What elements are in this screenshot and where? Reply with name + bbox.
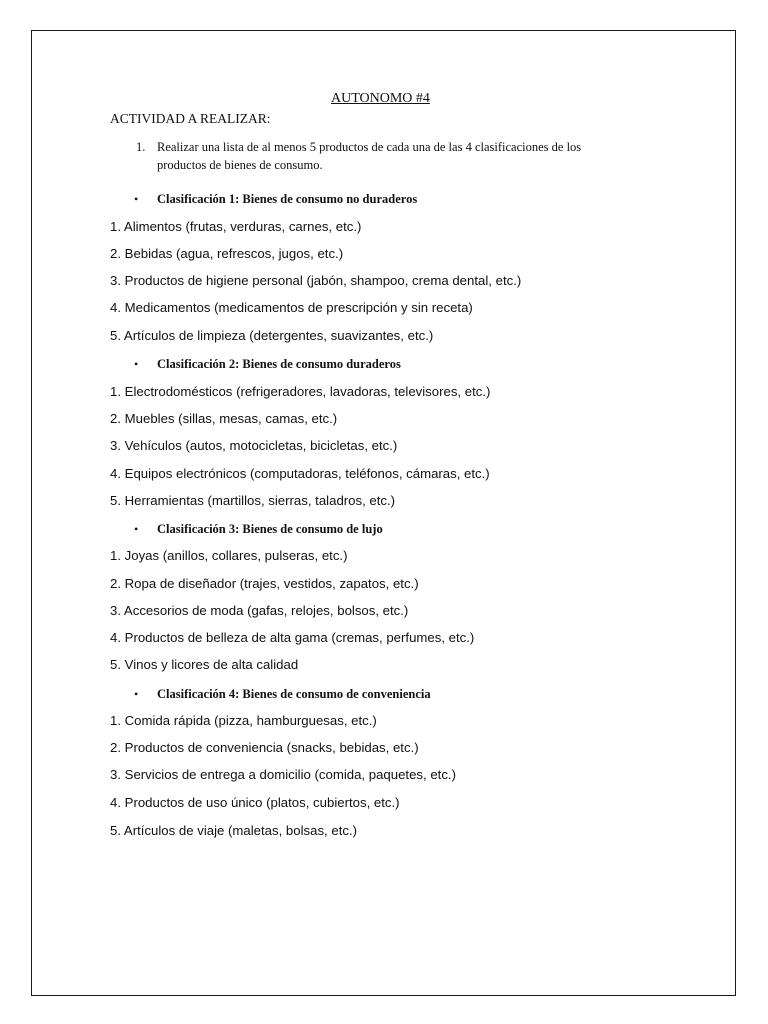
page-border — [31, 30, 736, 996]
document-title: AUTONOMO #4 — [331, 91, 430, 106]
list-item: 4. Productos de belleza de alta gama (cremas, perfumes, etc.) — [110, 630, 475, 645]
list-item: 3. Productos de higiene personal (jabón, shampoo, crema dental, etc.) — [110, 273, 522, 288]
list-item: 2. Productos de conveniencia (snacks, bebidas, etc.) — [110, 740, 419, 755]
list-item: 4. Productos de uso único (platos, cubiertos, etc.) — [110, 795, 400, 810]
instruction-line-2: productos de bienes de consumo. — [157, 158, 323, 172]
list-item: 4. Equipos electrónicos (computadoras, teléfonos, cámaras, etc.) — [110, 466, 490, 481]
list-item: 5. Herramientas (martillos, sierras, taladros, etc.) — [110, 493, 396, 508]
list-item: 2. Bebidas (agua, refrescos, jugos, etc.) — [110, 246, 344, 261]
list-item: 1. Electrodomésticos (refrigeradores, lavadoras, televisores, etc.) — [110, 384, 491, 399]
instruction-number: 1. — [136, 140, 146, 154]
section-heading-4: Clasificación 4: Bienes de consumo de conveniencia — [157, 687, 431, 701]
section-heading-3: Clasificación 3: Bienes de consumo de lujo — [157, 522, 383, 536]
list-item: 1. Alimentos (frutas, verduras, carnes, etc.) — [110, 219, 362, 234]
list-item: 3. Vehículos (autos, motocicletas, bicicletas, etc.) — [110, 438, 398, 453]
list-item: 5. Artículos de limpieza (detergentes, suavizantes, etc.) — [110, 328, 434, 343]
instruction-line-1: Realizar una lista de al menos 5 productos de cada una de las 4 clasificaciones de los — [157, 140, 582, 154]
list-item: 4. Medicamentos (medicamentos de prescripción y sin receta) — [110, 300, 473, 315]
bullet-icon: • — [134, 192, 139, 206]
list-item: 5. Artículos de viaje (maletas, bolsas, etc.) — [110, 823, 358, 838]
bullet-icon: • — [134, 687, 139, 701]
activity-label: ACTIVIDAD A REALIZAR: — [110, 111, 271, 126]
list-item: 2. Ropa de diseñador (trajes, vestidos, zapatos, etc.) — [110, 576, 419, 591]
list-item: 1. Comida rápida (pizza, hamburguesas, etc.) — [110, 713, 377, 728]
list-item: 1. Joyas (anillos, collares, pulseras, etc.) — [110, 548, 348, 563]
bullet-icon: • — [134, 357, 139, 371]
list-item: 2. Muebles (sillas, mesas, camas, etc.) — [110, 411, 338, 426]
list-item: 3. Accesorios de moda (gafas, relojes, bolsos, etc.) — [110, 603, 409, 618]
section-heading-1: Clasificación 1: Bienes de consumo no duraderos — [157, 192, 418, 206]
list-item: 3. Servicios de entrega a domicilio (comida, paquetes, etc.) — [110, 767, 456, 782]
list-item: 5. Vinos y licores de alta calidad — [110, 657, 299, 672]
section-heading-2: Clasificación 2: Bienes de consumo duraderos — [157, 357, 401, 371]
bullet-icon: • — [134, 522, 139, 536]
